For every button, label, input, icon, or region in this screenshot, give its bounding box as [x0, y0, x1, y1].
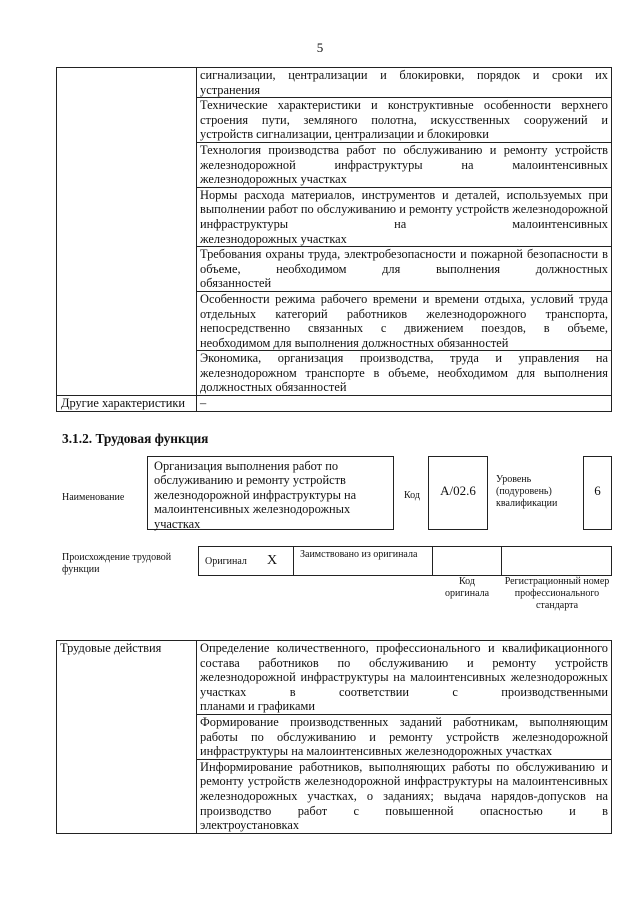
table-row: [57, 641, 612, 715]
original-mark: X: [267, 553, 278, 568]
code-value: A/02.6: [440, 483, 476, 498]
registration-number-caption: Регистрационный номер профессионального стандарта: [504, 576, 610, 611]
function-name: Организация выполнения работ по обслуживанию и ремонту устройств железнодорожной инфраструктуры на малоинтенсивных железнодорожных участках: [154, 459, 357, 531]
labor-action-cell: Формирование производственных заданий работникам, выполняющим работы по обслуживанию и ремонту устройств железнодорожной инфраструктуры на малоинтенсивных железнодорожных участках: [197, 714, 612, 759]
labor-action-cell: Определение количественного, профессионального и квалификационного состава работников по обслуживанию и ремонту устройств железнодорожной инфраструктуры на малоинтенсивных железнодорожных участках в соответствии с производственными планами и графиками: [197, 641, 612, 715]
other-characteristics-value: –: [197, 396, 612, 412]
knowledge-cell: Нормы расхода материалов, инструментов и деталей, используемых при выполнении работ по обслуживанию и ремонту устройств железнодорожной инфраструктуры на малоинтенсивных железнодорожных участках: [197, 187, 612, 246]
origin-code-caption: Код оригинала: [444, 576, 490, 599]
registration-number-box: [501, 546, 612, 576]
knowledge-cell: Экономика, организация производства, труда и управления на железнодорожном транспорте в объеме, необходимом для выполнения должностных обязанностей: [197, 351, 612, 396]
table-row: [57, 396, 612, 412]
knowledge-cell: Требования охраны труда, электробезопасности и пожарной безопасности в объеме, необходимом для выполнения должностных обязанностей: [197, 247, 612, 292]
page-number: 5: [316, 40, 324, 55]
original-label: Оригинал: [205, 556, 247, 567]
origin-label: Происхождение трудовой функции: [62, 552, 172, 575]
borrowed-box: [293, 546, 433, 576]
knowledge-table: [56, 67, 612, 412]
labor-actions-label: Трудовые действия: [57, 641, 197, 834]
function-name-box: [147, 456, 394, 530]
knowledge-cell: Особенности режима рабочего времени и времени отдыха, условий труда отдельных категорий работников железнодорожного транспорта, непосредственно связанных с движением поездов, в объеме, необходимом для выполнения должностных обязанностей: [197, 291, 612, 350]
other-characteristics-label: Другие характеристики: [57, 396, 197, 412]
code-label: Код: [404, 490, 420, 501]
labor-actions-table: [56, 640, 612, 834]
level-label: Уровень (подуровень) квалификации: [496, 474, 558, 509]
level-value: 6: [594, 483, 601, 498]
borrowed-label: Заимствовано из оригинала: [300, 549, 418, 560]
labor-action-cell: Информирование работников, выполняющих работы по обслуживанию и ремонту устройств железнодорожной инфраструктуры на малоинтенсивных железнодорожных участках, о заданиях; выдача нарядов-допусков на производство работ с повышенной опасностью и в электроустановках: [197, 759, 612, 833]
original-box: [198, 546, 294, 576]
level-box: [583, 456, 612, 530]
name-label: Наименование: [62, 492, 125, 503]
knowledge-cell: Технология производства работ по обслуживанию и ремонту устройств железнодорожной инфраструктуры на малоинтенсивных железнодорожных участках: [197, 142, 612, 187]
code-box: [428, 456, 488, 530]
knowledge-cell: Технические характеристики и конструктивные особенности верхнего строения пути, земляного полотна, искусственных сооружений и устройств сигнализации, централизации и блокировки: [197, 98, 612, 143]
section-title: 3.1.2. Трудовая функция: [62, 431, 209, 446]
knowledge-label-cell: [57, 68, 197, 396]
table-row: [57, 68, 612, 98]
origin-code-box: [432, 546, 502, 576]
knowledge-cell: сигнализации, централизации и блокировки, порядок и сроки их устранения: [197, 68, 612, 98]
